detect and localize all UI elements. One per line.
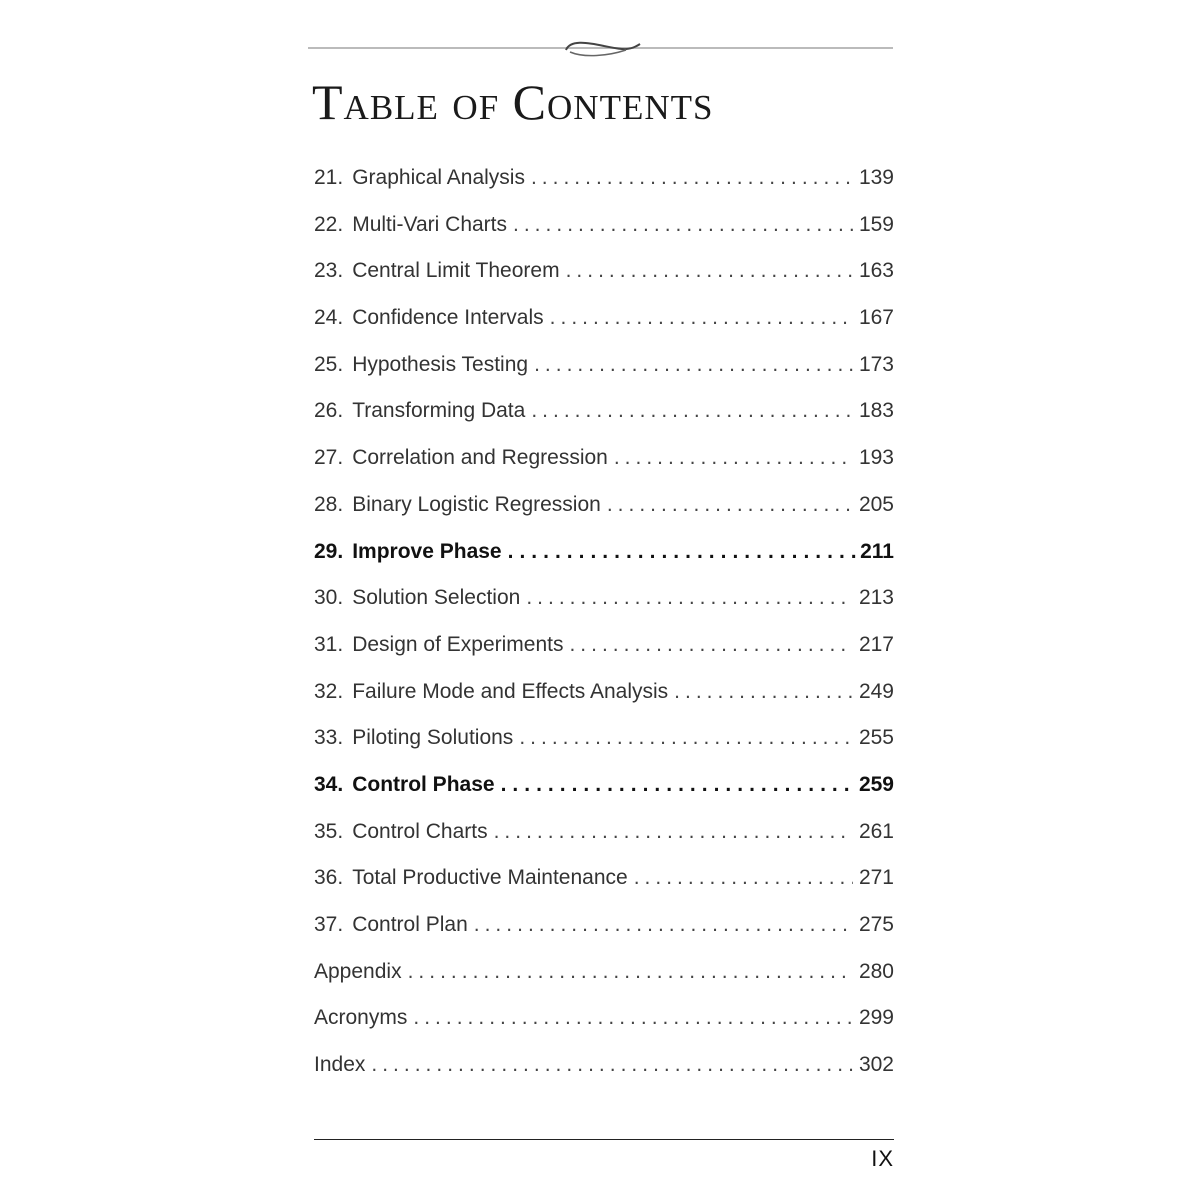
entry-page-number: 302 <box>858 1053 894 1077</box>
entry-number: 21. <box>314 166 344 189</box>
entry-title: Central Limit Theorem <box>352 259 560 283</box>
entry-number: 23. <box>314 259 344 283</box>
toc-entry[interactable] <box>314 482 894 529</box>
dot-leader <box>519 715 853 762</box>
entry-number: 29. <box>314 539 344 563</box>
dot-leader <box>550 295 853 342</box>
entry-title: Total Productive Maintenance <box>352 866 628 890</box>
entry-title: Confidence Intervals <box>352 306 544 330</box>
entry-number: 32. <box>314 679 344 703</box>
footer-rule <box>314 1139 894 1140</box>
dot-leader <box>408 949 853 996</box>
entry-number: 27. <box>314 446 344 470</box>
entry-page-number: 159 <box>858 212 894 236</box>
entry-page-number: 255 <box>858 726 894 750</box>
toc-entry[interactable] <box>314 388 894 435</box>
entry-title: Solution Selection <box>352 586 521 610</box>
toc-entry[interactable] <box>314 1042 894 1089</box>
toc-entry[interactable] <box>314 435 894 482</box>
entry-number: 31. <box>314 632 344 656</box>
entry-page-number: 183 <box>858 399 894 423</box>
entry-page-number: 205 <box>858 492 894 516</box>
entry-number: 33. <box>314 726 344 750</box>
entry-title: Transforming Data <box>352 399 526 423</box>
top-ornament <box>308 36 893 60</box>
toc-phase-entry[interactable] <box>314 762 894 809</box>
entry-page-number: 280 <box>858 959 894 983</box>
toc-entry[interactable] <box>314 248 894 295</box>
dot-leader <box>526 575 853 622</box>
entry-page-number: 213 <box>858 586 894 610</box>
entry-page-number: 193 <box>858 446 894 470</box>
toc-entry[interactable] <box>314 342 894 389</box>
dot-leader <box>494 809 853 856</box>
entry-page-number: 261 <box>858 819 894 843</box>
entry-title: Acronyms <box>314 1006 408 1030</box>
entry-page-number: 259 <box>858 772 894 796</box>
entry-page-number: 173 <box>858 352 894 376</box>
entry-number: 26. <box>314 399 344 423</box>
page-number: IX <box>871 1146 894 1171</box>
dot-leader <box>371 1042 853 1089</box>
dot-leader <box>569 622 852 669</box>
entry-title: Appendix <box>314 959 402 983</box>
dot-leader <box>474 902 853 949</box>
entry-page-number: 163 <box>858 259 894 283</box>
entry-number: 34. <box>314 772 344 796</box>
toc-entry[interactable] <box>314 202 894 249</box>
entry-page-number: 217 <box>858 632 894 656</box>
toc-entry[interactable] <box>314 809 894 856</box>
entry-number: 24. <box>314 306 344 330</box>
toc-entry[interactable] <box>314 295 894 342</box>
dot-leader <box>508 529 859 576</box>
entry-number: 37. <box>314 913 344 936</box>
toc-entry[interactable] <box>314 995 894 1042</box>
dot-leader <box>607 482 853 529</box>
entry-page-number: 275 <box>858 913 894 936</box>
dot-leader <box>614 435 853 482</box>
entry-title: Control Charts <box>352 819 488 843</box>
entry-title: Index <box>314 1053 366 1077</box>
dot-leader <box>634 855 853 902</box>
toc-entry[interactable] <box>314 155 894 202</box>
entry-page-number: 211 <box>860 539 894 563</box>
entry-number: 36. <box>314 866 344 890</box>
toc-phase-entry[interactable] <box>314 529 894 576</box>
toc-entry[interactable] <box>314 715 894 762</box>
dot-leader <box>513 202 853 249</box>
toc-entry[interactable] <box>314 949 894 996</box>
dot-leader <box>531 388 853 435</box>
entry-page-number: 249 <box>858 679 894 703</box>
table-of-contents <box>314 155 894 1089</box>
toc-entry[interactable] <box>314 855 894 902</box>
dot-leader <box>674 669 853 716</box>
entry-title: Improve Phase <box>352 539 502 563</box>
entry-title: Binary Logistic Regression <box>352 492 601 516</box>
entry-number: 22. <box>314 212 344 236</box>
entry-page-number: 271 <box>858 866 894 890</box>
entry-number: 30. <box>314 586 344 610</box>
entry-title: Multi-Vari Charts <box>352 212 508 236</box>
entry-page-number: 299 <box>858 1006 894 1030</box>
dot-leader <box>566 248 853 295</box>
page-title: Table of Contents <box>312 74 714 130</box>
toc-entry[interactable] <box>314 669 894 716</box>
toc-entry[interactable] <box>314 902 894 949</box>
entry-title: Failure Mode and Effects Analysis <box>352 679 669 703</box>
dot-leader <box>413 995 853 1042</box>
entry-title: Design of Experiments <box>352 632 564 656</box>
entry-page-number: 167 <box>858 306 894 330</box>
entry-title: Correlation and Regression <box>352 446 608 470</box>
dot-leader <box>531 155 853 202</box>
entry-number: 28. <box>314 492 344 516</box>
dot-leader <box>534 342 853 389</box>
toc-entry[interactable] <box>314 622 894 669</box>
entry-number: 35. <box>314 819 344 843</box>
entry-title: Control Plan <box>352 913 468 936</box>
entry-page-number: 139 <box>858 166 894 189</box>
entry-title: Control Phase <box>352 772 495 796</box>
toc-entry[interactable] <box>314 575 894 622</box>
dot-leader <box>501 762 857 809</box>
entry-title: Piloting Solutions <box>352 726 514 750</box>
entry-number: 25. <box>314 352 344 376</box>
entry-title: Hypothesis Testing <box>352 352 529 376</box>
entry-title: Graphical Analysis <box>352 166 525 189</box>
